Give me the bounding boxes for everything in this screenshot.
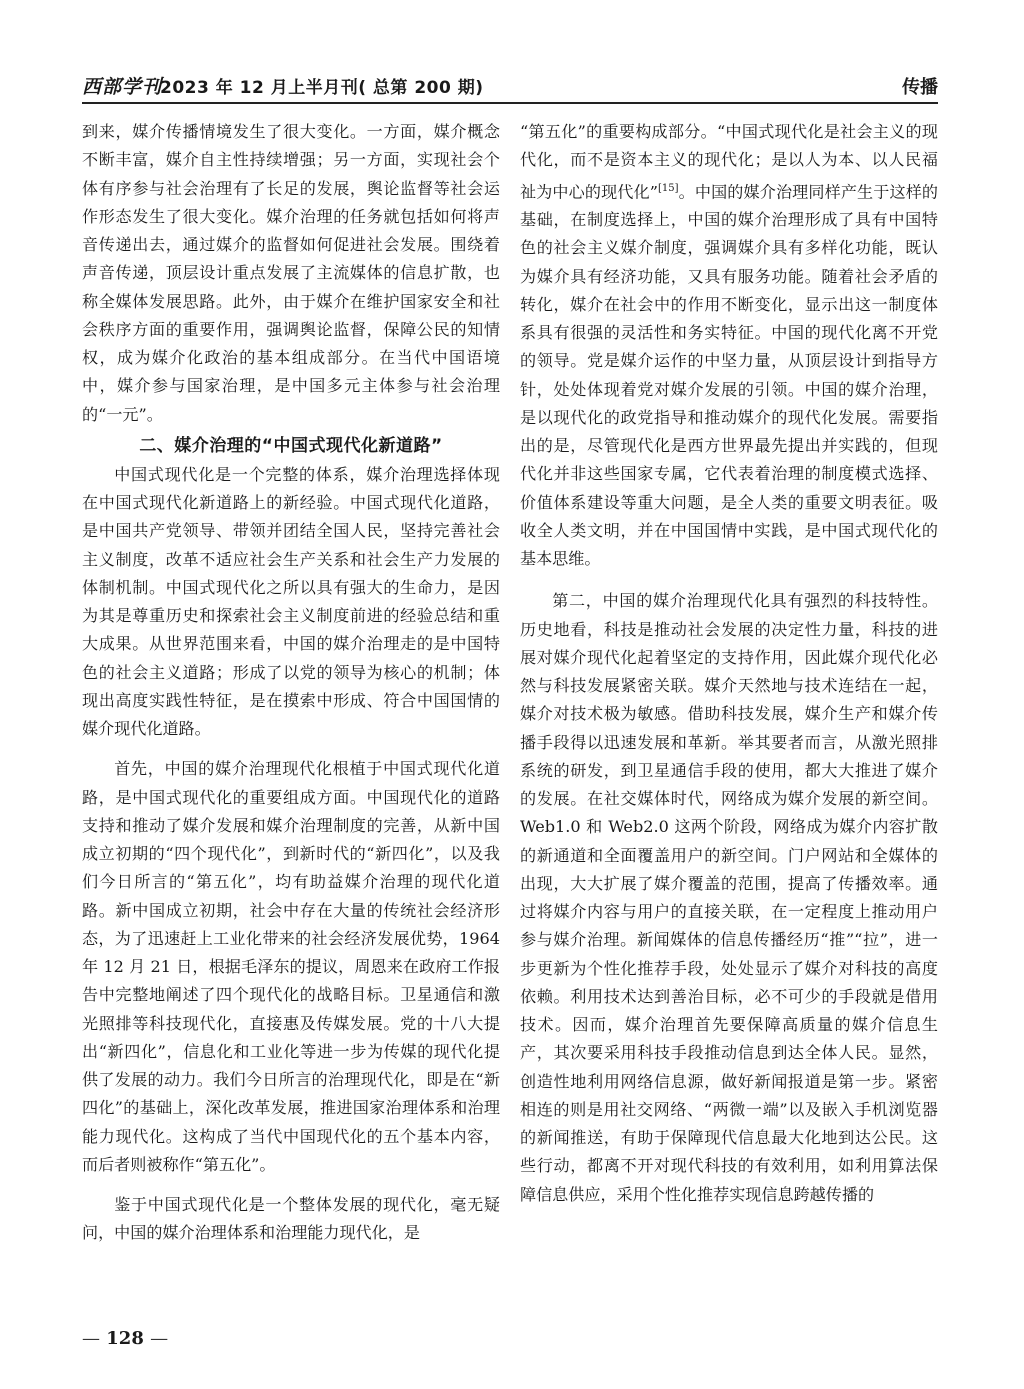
paragraph-overview: 中国式现代化是一个完整的体系，媒介治理选择体现在中国式现代化新道路上的新经验。中国式现代化道路，是中国共产党领导、带领并团结全国人民，坚持完善社会主义制度，改革不适应社会生产关系和社会生产力发展的体制机制。中国式现代化之所以具有强大的生命力，是因为其是尊重历史和探索社会主义制度前进的经验总结和重大成果。从世界范围来看，中国的媒介治理走的是中国特色的社会主义道路；形成了以党的领导为核心的机制；体现出高度实践性特征，是在摸索中形成、符合中国国情的媒介现代化道路。 <box>82 464 500 738</box>
paragraph-text-a: “第五化”的重要构成部分。“中国式现代化是社会主义的现代化，而不是资本主义的现代化；是以人为本、以人民福祉为中心的现代化” <box>520 122 938 201</box>
section-label: 传播 <box>902 77 938 98</box>
footer-dash-right: — <box>150 1328 169 1349</box>
left-column <box>82 118 500 1248</box>
paragraph-second-point: 第二，中国的媒介治理现代化具有强烈的科技特性。历史地看，科技是推动社会发展的决定性力量，科技的进展对媒介现代化起着坚定的支持作用，因此媒介现代化必然与科技发展紧密关联。媒介天然地与技术连结在一起，媒介对技术极为敏感。借助科技发展，媒介生产和媒介传播手段得以迅速发展和革新。举其要者而言，从激光照排系统的研发，到卫星通信手段的使用，都大大推进了媒介的发展。在社交媒体时代，网络成为媒介发展的新空间。Web1.0 和 Web2.0 这两个阶段，网络成为媒介内容扩散的新通道和全面覆盖用户的新空间。门户网站和全媒体的出现，大大扩展了媒介覆盖的范围，提高了传播效率。通过将媒介内容与用户的直接关联，在一定程度上推动用户参与媒介治理。新闻媒体的信息传播经历“推”“拉”，进一步更新为个性化推荐手段，处处显示了媒介对科技的高度依赖。利用技术达到善治目标，必不可少的手段就是借用技术。因而，媒介治理首先要保障高质量的媒介信息生产，其次要采用科技手段推动信息到达全体人民。显然，创造性地利用网络信息源，做好新闻报道是第一步。紧密相连的则是用社交网络、“两微一端”以及嵌入手机浏览器的新闻推送，有助于保障现代信息最大化地到达公民。这些行动，都离不开对现代科技的有效利用，如利用算法保障信息供应，采用个性化推荐实现信息跨越传播的 <box>520 591 938 1204</box>
right-column <box>520 118 938 1209</box>
journal-logo: 西部学刊 <box>82 76 163 98</box>
footer-dash-left: — <box>82 1328 100 1349</box>
page-footer <box>82 1328 168 1349</box>
paragraph-fifth-modernization <box>520 118 938 573</box>
paragraph-first-point: 首先，中国的媒介治理现代化根植于中国式现代化道路，是中国式现代化的重要组成方面。中国现代化的道路支持和推动了媒介发展和媒介治理制度的完善，从新中国成立初期的“四个现代化”，到新时代的“新四化”，以及我们今日所言的“第五化”，均有助益媒介治理的现代化道路。新中国成立初期，社会中存在大量的传统社会经济形态，为了迅速赶上工业化带来的社会经济发展优势，1964 年 12 月 21 日，根据毛泽东的提议，周恩来在政府工作报告中完整地阐述了四个现代化的战略目标。卫星通信和激光照排等科技现代化，直接惠及传媒发展。党的十八大提出“新四化”，信息化和工业化等进一步为传媒的现代化提供了发展的动力。我们今日所言的治理现代化，即是在“新四化”的基础上，深化改革发展，推进国家治理体系和治理能力现代化。这构成了当代中国现代化的五个基本内容，而后者则被称作“第五化”。 <box>82 759 500 1174</box>
issue-info: 2023 年 12 月上半月刊( 总第 200 期) <box>160 78 484 98</box>
page-header <box>82 72 938 104</box>
paragraph-intro: 到来，媒介传播情境发生了很大变化。一方面，媒介概念不断丰富，媒介自主性持续增强；另一方面，实现社会个体有序参与社会治理有了长足的发展，舆论监督等社会运作形态发生了很大变化。媒介治理的任务就包括如何将声音传递出去，通过媒介的监督如何促进社会发展。围绕着声音传递，顶层设计重点发展了主流媒体的信息扩散，也称全媒体发展思路。此外，由于媒介在维护国家安全和社会秩序方面的重要作用，强调舆论监督，保障公民的知情权，成为媒介化政治的基本组成部分。在当代中国语境中，媒介参与国家治理，是中国多元主体参与社会治理的“一元”。 <box>82 122 500 424</box>
section-heading: 二、媒介治理的“中国式现代化新道路” <box>139 435 443 456</box>
paragraph-continuation: 鉴于中国式现代化是一个整体发展的现代化，毫无疑问，中国的媒介治理体系和治理能力现代化，是 <box>82 1195 500 1243</box>
paragraph-text-b: 。中国的媒介治理同样产生于这样的基础，在制度选择上，中国的媒介治理形成了具有中国特色的社会主义媒介制度，强调媒介具有多样化功能，既认为媒介具有经济功能，又具有服务功能。随着社会矛盾的转化，媒介在社会中的作用不断变化，显示出这一制度体系具有很强的灵活性和务实特征。中国的现代化离不开党的领导。党是媒介运作的中坚力量，从顶层设计到指导方针，处处体现着党对媒介发展的引领。中国的媒介治理，是以现代化的政党指导和推动媒介的现代化发展。需要指出的是，尽管现代化是西方世界最先提出并实践的，但现代化并非这些国家专属，它代表着治理的制度模式选择、价值体系建设等重大问题，是全人类的重要文明表征。吸收全人类文明，并在中国国情中实践，是中国式现代化的基本思维。 <box>520 181 939 569</box>
citation-15: [15] <box>657 182 679 194</box>
page-number: 128 <box>106 1328 144 1349</box>
